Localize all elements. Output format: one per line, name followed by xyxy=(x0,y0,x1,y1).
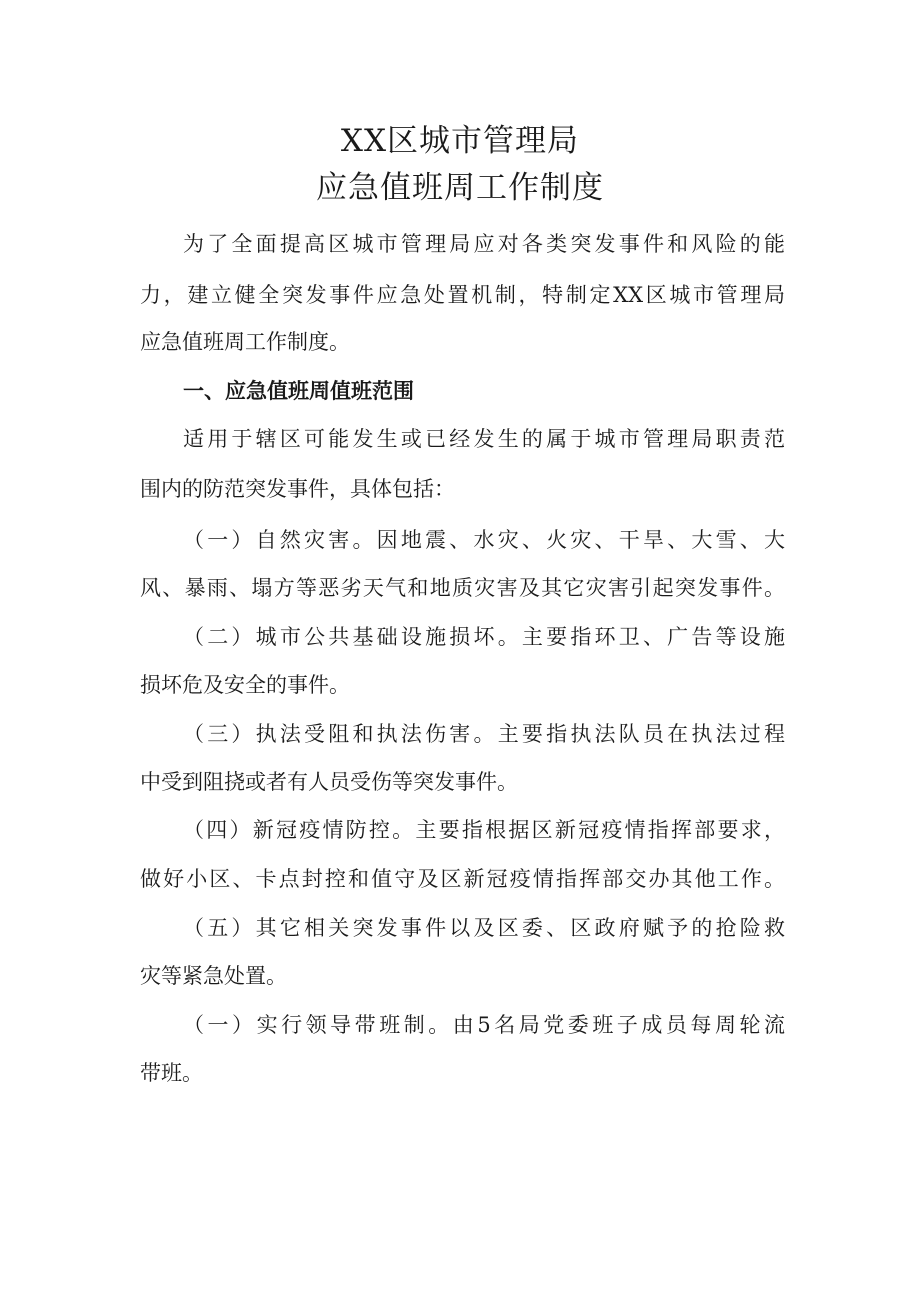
item6-line2: 带班。 xyxy=(140,1061,203,1085)
intro-paragraph-line3: 应急值班周工作制度。 xyxy=(140,330,350,354)
item3-line2: 中受到阻挠或者有人员受伤等突发事件。 xyxy=(140,770,518,794)
document-title-line2: 应急值班周工作制度 xyxy=(316,170,604,206)
section1-heading: 一、应急值班周值班范围 xyxy=(183,379,414,403)
scope-paragraph-line2: 围内的防范突发事件，具体包括： xyxy=(140,477,455,501)
item4-line2: 做好小区、卡点封控和值守及区新冠疫情指挥部交办其他工作。 xyxy=(140,867,785,891)
item5-line1: （五）其它相关突发事件以及区委、区政府赋予的抢险救 xyxy=(183,916,785,940)
item4-line1: （四）新冠疫情防控。主要指根据区新冠疫情指挥部要求， xyxy=(183,818,785,842)
item2-line2: 损坏危及安全的事件。 xyxy=(140,673,350,697)
scope-paragraph-line1: 适用于辖区可能发生或已经发生的属于城市管理局职责范 xyxy=(183,427,785,451)
item6-line1: （一）实行领导带班制。由5名局党委班子成员每周轮流 xyxy=(183,1013,785,1037)
item3-line1: （三）执法受阻和执法伤害。主要指执法队员在执法过程 xyxy=(183,722,785,746)
intro-paragraph-line2: 力，建立健全突发事件应急处置机制，特制定XX区城市管理局 xyxy=(140,283,785,307)
item1-line1: （一）自然灾害。因地震、水灾、火灾、干旱、大雪、大 xyxy=(183,528,785,552)
item2-line1: （二）城市公共基础设施损坏。主要指环卫、广告等设施 xyxy=(183,625,785,649)
intro-paragraph-line1: 为了全面提高区城市管理局应对各类突发事件和风险的能 xyxy=(183,232,785,256)
document-title-line1: XX区城市管理局 xyxy=(340,123,580,159)
item5-line2: 灾等紧急处置。 xyxy=(140,964,287,988)
item1-line2: 风、暴雨、塌方等恶劣天气和地质灾害及其它灾害引起突发事件。 xyxy=(140,576,785,600)
